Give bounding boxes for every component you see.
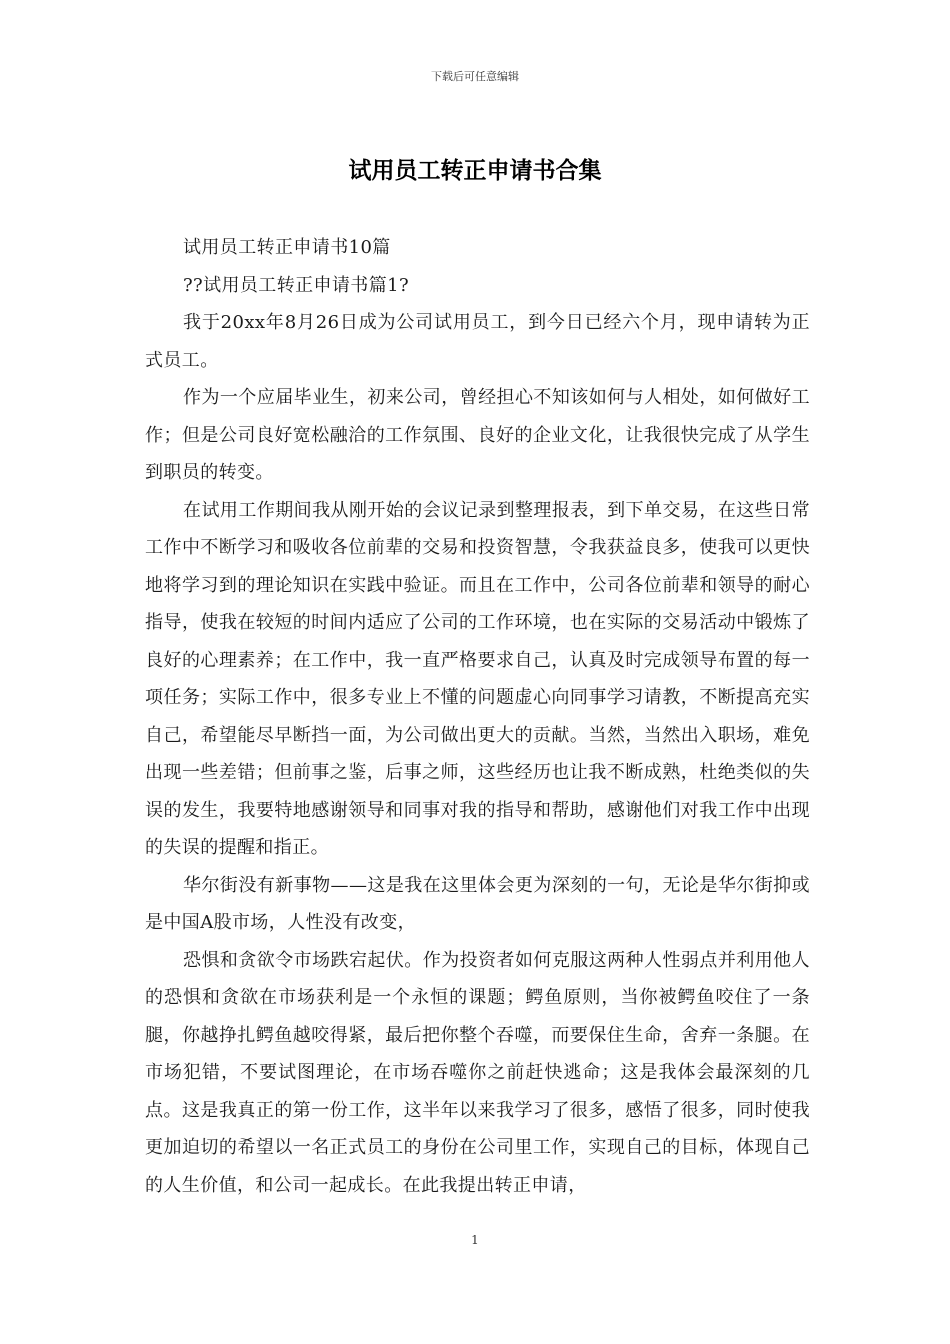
paragraph-wall-street: 华尔街没有新事物——这是我在这里体会更为深刻的一句，无论是华尔街抑或是中国A股市场，人性没有改变，: [145, 874, 810, 933]
paragraph-subtitle: 试用员工转正申请书10篇: [183, 237, 391, 258]
paragraph-application-date: 我于20xx年8月26日成为公司试用员工，到今日已经六个月，现申请转为正式员工。: [145, 312, 810, 371]
paragraph-adaptation: 作为一个应届毕业生，初来公司，曾经担心不知该如何与人相处，如何做好工作；但是公司良好宽松融洽的工作氛围、良好的企业文化，让我很快完成了从学生到职员的转变。: [145, 387, 810, 483]
document-title: 试用员工转正申请书合集: [348, 157, 602, 184]
paragraph-work-experience: 在试用工作期间我从刚开始的会议记录到整理报表，到下单交易，在这些日常工作中不断学习和吸收各位前辈的交易和投资智慧，令我获益良多，使我可以更快地将学习到的理论知识在实践中验证。而且在工作中，公司各位前辈和领导的耐心指导，使我在较短的时间内适应了公司的工作环境，也在实际的交易活动中锻炼了良好的心理素养；在工作中，我一直严格要求自己，认真及时完成领导布置的每一项任务；实际工作中，很多专业上不懂的问题虚心向同事学习请教，不断提高充实自己，希望能尽早断挡一面，为公司做出更大的贡献。当然，当然出入职场，难免出现一些差错；但前事之鉴，后事之师，这些经历也让我不断成熟，杜绝类似的失误的发生，我要特地感谢领导和同事对我的指导和帮助，感谢他们对我工作中出现的失误的提醒和指正。: [145, 499, 810, 858]
paragraph-reflection: 恐惧和贪欲令市场跌宕起伏。作为投资者如何克服这两种人性弱点并利用他人的恐惧和贪欲在市场获利是一个永恒的课题；鳄鱼原则，当你被鳄鱼咬住了一条腿，你越挣扎鳄鱼越咬得紧，最后把你整个吞噬，而要保住生命，舍弃一条腿。在市场犯错，不要试图理论，在市场吞噬你之前赶快逃命；这是我体会最深刻的几点。这是我真正的第一份工作，这半年以来我学习了很多，感悟了很多，同时使我更加迫切的希望以一名正式员工的身份在公司里工作，实现自己的目标，体现自己的人生价值，和公司一起成长。在此我提出转正申请，: [145, 949, 810, 1196]
paragraph-section-heading: ??试用员工转正申请书篇1?: [183, 274, 410, 296]
page-header-note: 下载后可任意编辑: [431, 70, 519, 83]
document-body: [145, 229, 810, 1204]
page-number: 1: [471, 1233, 479, 1247]
